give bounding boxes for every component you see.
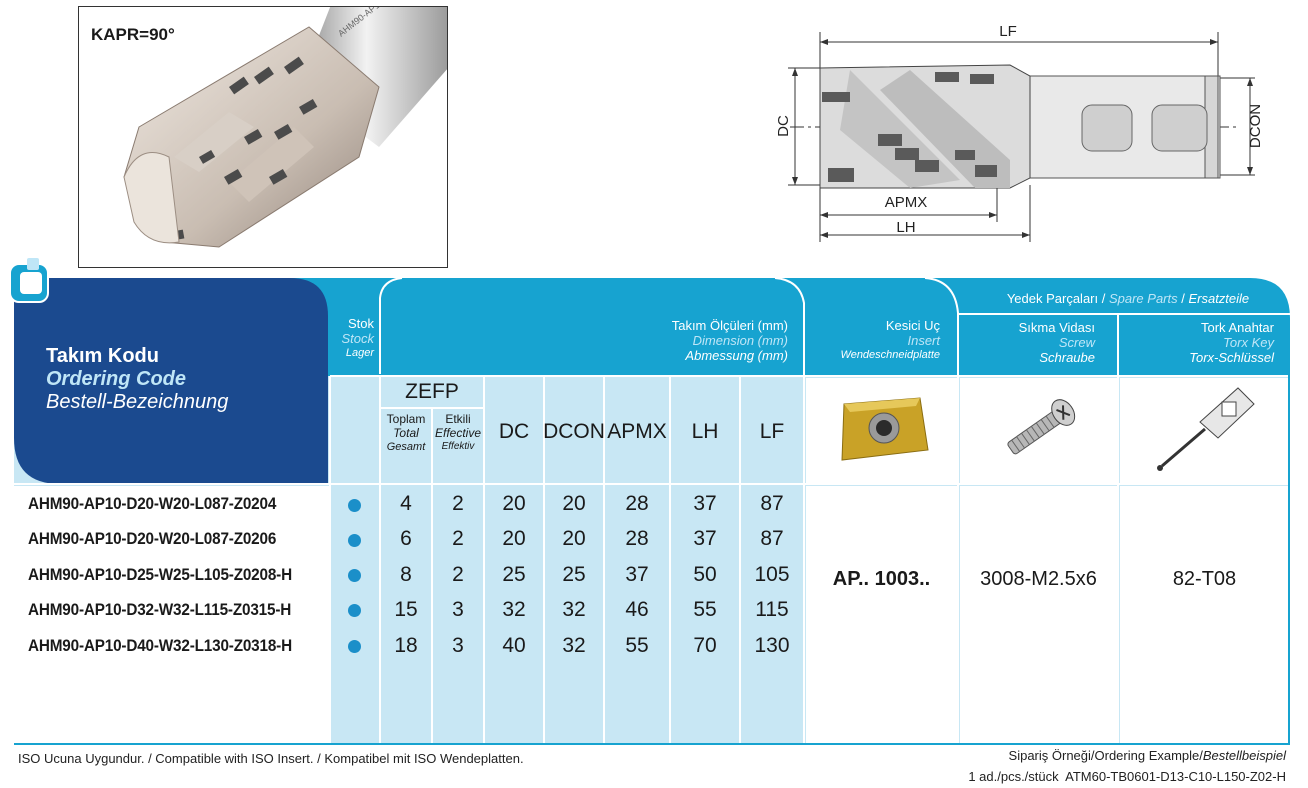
technical-drawing <box>760 10 1300 250</box>
insert-image <box>832 394 932 464</box>
example-label-tr-en: Sipariş Örneği/Ordering Example/ <box>1008 748 1203 763</box>
milling-cutter-image <box>79 7 448 268</box>
ordering-code: AHM90-AP10-D40-W32-L130-Z0318-H <box>28 636 292 655</box>
stock-indicator <box>348 499 361 512</box>
spare-sep-2: / <box>1177 291 1189 306</box>
cell-dcon: 32 <box>562 634 586 657</box>
ordering-example-value: 1 ad./pcs./stück ATM60-TB0601-D13-C10-L150-Z02-H <box>968 769 1286 784</box>
total-tr: Toplam <box>386 412 426 426</box>
lh-label: LH <box>896 219 916 236</box>
ordering-code: AHM90-AP10-D25-W25-L105-Z0208-H <box>28 565 292 584</box>
cell-effective: 3 <box>452 598 464 621</box>
spare-en: Spare Parts <box>1108 291 1178 306</box>
screw-tr: Sıkma Vidası <box>1018 320 1095 335</box>
cell-dc: 20 <box>502 527 526 550</box>
torx-key-header <box>1130 320 1274 365</box>
stock-indicator <box>348 534 361 547</box>
cell-effective: 2 <box>452 527 464 550</box>
cell-lf: 87 <box>760 527 784 550</box>
cell-dc: 40 <box>502 634 526 657</box>
torx-key-image <box>1150 384 1260 476</box>
col-lh-header: LH <box>691 420 719 443</box>
screw-en: Screw <box>1058 335 1095 350</box>
cell-lh: 70 <box>693 634 717 657</box>
stock-indicator <box>348 604 361 617</box>
cell-effective: 2 <box>452 563 464 586</box>
apmx-label: APMX <box>884 194 928 211</box>
ordering-code: AHM90-AP10-D20-W20-L087-Z0206 <box>28 529 277 548</box>
cell-apmx: 37 <box>625 563 649 586</box>
stock-tr: Stok <box>347 316 374 331</box>
cell-lh: 37 <box>693 527 717 550</box>
torx-key-code: 82-T08 <box>1172 567 1237 590</box>
dcon-label: DCON <box>1247 103 1264 149</box>
dc-label: DC <box>775 115 792 137</box>
effective-tr: Etkili <box>445 412 471 426</box>
dimension-de: Abmessung (mm) <box>685 348 788 363</box>
dimension-header <box>600 318 788 363</box>
cell-apmx: 28 <box>625 492 649 515</box>
screw-image <box>995 392 1085 467</box>
stock-indicator <box>348 640 361 653</box>
cell-apmx: 55 <box>625 634 649 657</box>
col-dcon-header: DCON <box>543 420 605 443</box>
cell-total: 15 <box>394 598 418 621</box>
total-de: Gesamt <box>386 441 426 453</box>
effective-en: Effective <box>434 426 482 440</box>
ordering-code: AHM90-AP10-D20-W20-L087-Z0204 <box>28 494 277 513</box>
cell-lh: 55 <box>693 598 717 621</box>
effective-de: Effektiv <box>441 441 475 452</box>
ordering-code-en: Ordering Code <box>46 368 187 390</box>
screw-code: 3008-M2.5x6 <box>980 567 1097 590</box>
cell-total: 8 <box>400 563 412 586</box>
cell-dcon: 25 <box>562 563 586 586</box>
cell-total: 6 <box>400 527 412 550</box>
cell-dc: 20 <box>502 492 526 515</box>
cell-total: 4 <box>400 492 412 515</box>
lf-label: LF <box>999 23 1017 40</box>
screw-header <box>965 320 1095 365</box>
key-tr: Tork Anahtar <box>1201 320 1274 335</box>
stock-indicator <box>348 569 361 582</box>
key-de: Torx-Schlüssel <box>1189 350 1274 365</box>
iso-note: ISO Ucuna Uygundur. / Compatible with ISO Insert. / Kompatibel mit ISO Wendeplatten. <box>18 751 524 766</box>
insert-tr: Kesici Uç <box>885 318 940 333</box>
zefp-header: ZEFP <box>405 380 459 403</box>
stock-header <box>332 316 374 361</box>
spare-parts-header <box>968 291 1288 306</box>
cell-lh: 37 <box>693 492 717 515</box>
cell-apmx: 28 <box>625 527 649 550</box>
product-photo <box>78 6 448 268</box>
key-en: Torx Key <box>1223 335 1274 350</box>
effective-header <box>432 412 484 454</box>
cell-effective: 2 <box>452 492 464 515</box>
cell-lf: 87 <box>760 492 784 515</box>
cell-lh: 50 <box>693 563 717 586</box>
cell-lf: 115 <box>755 598 789 621</box>
total-en: Total <box>393 426 419 440</box>
col-lf-header: LF <box>759 420 785 443</box>
cell-lf: 130 <box>754 634 790 657</box>
insert-en: Insert <box>907 333 940 348</box>
total-header <box>380 412 432 454</box>
dimension-tr: Takım Ölçüleri (mm) <box>671 318 788 333</box>
screw-de: Schraube <box>1039 350 1095 365</box>
example-label-de: Bestellbeispiel <box>1202 748 1286 763</box>
cell-total: 18 <box>394 634 418 657</box>
dimension-en: Dimension (mm) <box>692 333 788 348</box>
cell-dc: 32 <box>502 598 526 621</box>
ordering-code: AHM90-AP10-D32-W32-L115-Z0315-H <box>28 600 292 619</box>
spare-sep-1: / <box>1098 291 1109 306</box>
ordering-code-header <box>46 345 316 414</box>
ordering-code-tr: Takım Kodu <box>46 345 159 367</box>
cell-dcon: 20 <box>562 492 586 515</box>
spare-de: Ersatzteile <box>1188 291 1250 306</box>
cell-dc: 25 <box>502 563 526 586</box>
stock-en: Stock <box>341 331 374 346</box>
kapr-label: KAPR=90° <box>91 25 175 44</box>
ordering-example-label <box>1009 748 1286 763</box>
stock-de: Lager <box>345 347 374 359</box>
insert-de: Wendeschneidplatte <box>840 349 940 361</box>
insert-code: AP.. 1003.. <box>832 567 931 590</box>
col-apmx-header: APMX <box>607 420 667 443</box>
cell-dcon: 32 <box>562 598 586 621</box>
col-dc-header: DC <box>498 420 530 443</box>
ordering-code-de: Bestell-Bezeichnung <box>46 391 229 413</box>
cell-effective: 3 <box>452 634 464 657</box>
spare-tr: Yedek Parçaları <box>1006 291 1099 306</box>
cell-apmx: 46 <box>625 598 649 621</box>
cell-lf: 105 <box>754 563 790 586</box>
insert-header <box>812 318 940 363</box>
cell-dcon: 20 <box>562 527 586 550</box>
